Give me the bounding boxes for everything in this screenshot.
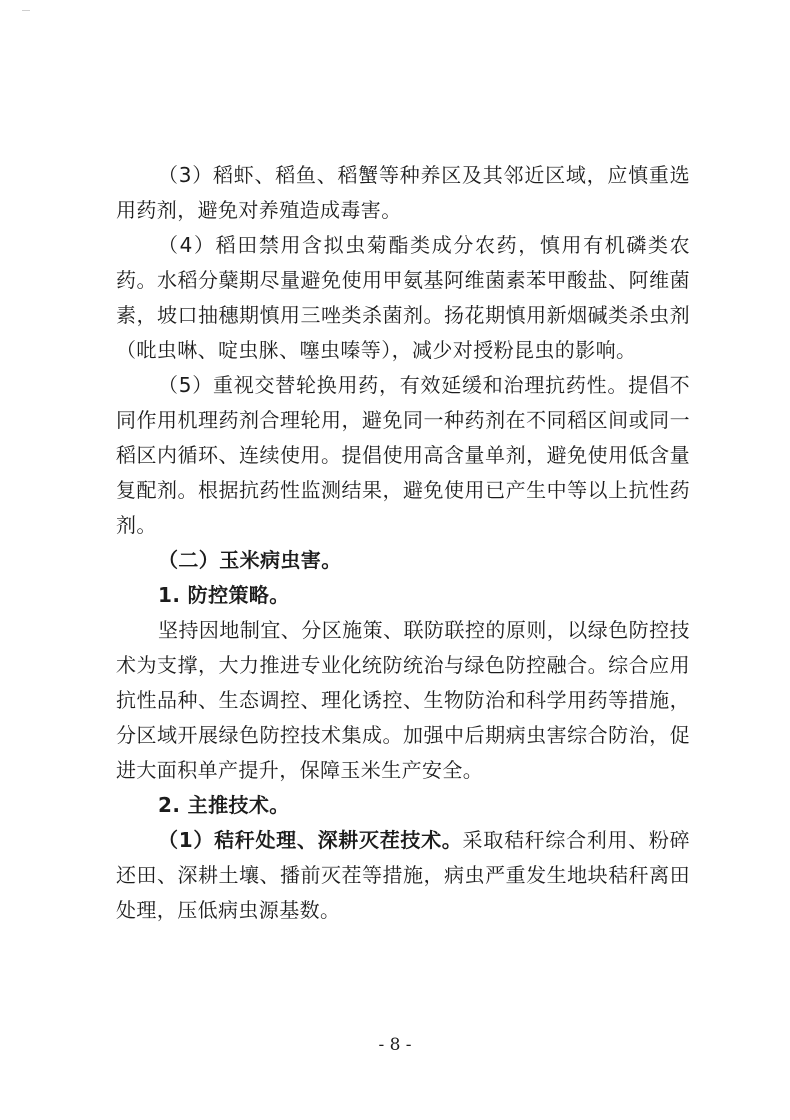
scan-mark: [22, 10, 30, 11]
page-number: - 8 -: [378, 1035, 412, 1055]
paragraph-control-strategy: 坚持因地制宜、分区施策、联防联控的原则，以绿色防控技术为支撑，大力推进专业化统防统治与绿色防控融合。综合应用抗性品种、生态调控、理化诱控、生物防治和科学用药等措施，分区域开展绿色防控技术集成。加强中后期病虫害综合防治，促进大面积单产提升，保障玉米生产安全。: [116, 618, 690, 782]
paragraph-rotation-resistance: （5）重视交替轮换用药，有效延缓和治理抗药性。提倡不同作用机理药剂合理轮用，避免同一种药剂在不同稻区间或同一稻区内循环、连续使用。提倡使用高含量单剂，避免使用低含量复配剂。根据抗药性监测结果，避免使用已产生中等以上抗性药剂。: [116, 373, 690, 537]
paragraph-straw-treatment: [116, 823, 690, 928]
straw-treatment-title: （1）秸秆处理、深耕灭茬技术。: [158, 828, 463, 852]
paragraph-rice-pesticide-restrictions: （4）稻田禁用含拟虫菊酯类成分农药，慎用有机磷类农药。水稻分蘖期尽量避免使用甲氨基阿维菌素苯甲酸盐、阿维菌素，坡口抽穗期慎用三唑类杀菌剂。扬花期慎用新烟碱类杀虫剂（吡虫啉、啶虫脒、噻虫嗪等），减少对授粉昆虫的影响。: [116, 233, 690, 362]
straw-treatment-text: 采取秸秆综合利用、粉碎还田、深耕土壤、播前灭茬等措施，病虫严重发生地块秸秆离田处理，压低病虫源基数。: [116, 828, 690, 922]
section-heading-corn-pests: （二）玉米病虫害。: [158, 548, 342, 572]
subheading-main-techniques: 2. 主推技术。: [158, 793, 290, 817]
document-body: [116, 158, 690, 928]
subheading-control-strategy: 1. 防控策略。: [158, 583, 290, 607]
paragraph-rice-culture-areas: （3）稻虾、稻鱼、稻蟹等种养区及其邻近区域，应慎重选用药剂，避免对养殖造成毒害。: [116, 163, 690, 222]
